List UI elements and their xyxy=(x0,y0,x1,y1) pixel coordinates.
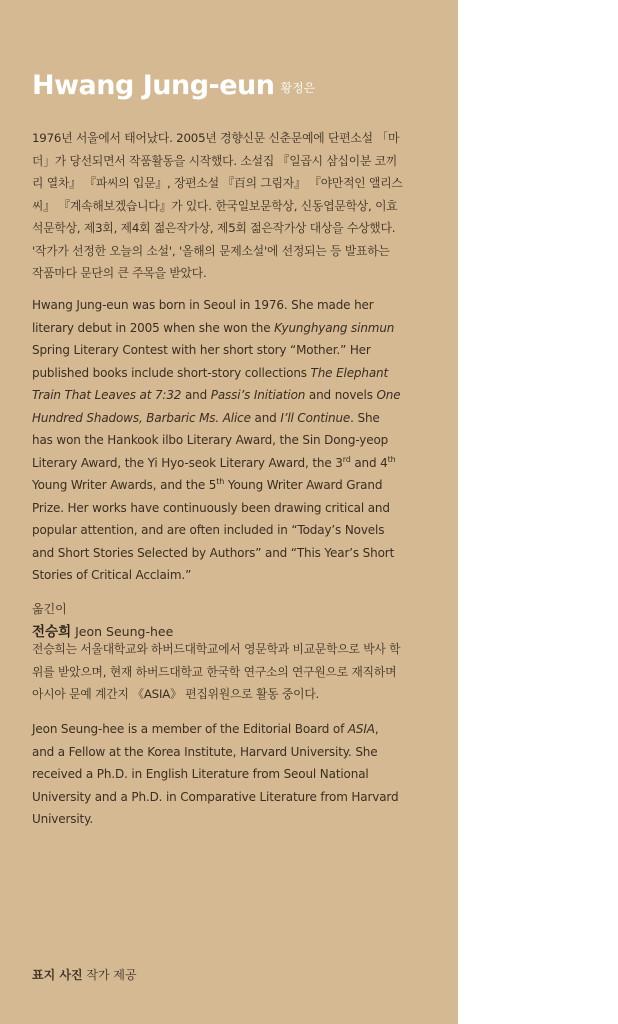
page-margin-strip xyxy=(458,0,618,1024)
author-name-korean: 황정은 xyxy=(280,81,316,95)
translator-bio-english: Jeon Seung-hee is a member of the Editorial Board of ASIA, and a Fellow at the Korea Institute, Harvard University. She received a Ph.D. in English Literature from Seoul National University and a Ph.D. in Comparative Literature from Harvard University. xyxy=(32,722,399,826)
translator-bio-korean-block xyxy=(32,638,403,706)
translator-label: 옮긴이 xyxy=(32,602,67,616)
author-heading xyxy=(32,70,315,101)
credit-value: 작가 제공 xyxy=(86,968,137,982)
author-name-english: Hwang Jung-eun xyxy=(32,70,275,101)
translator-bio-english-block xyxy=(32,718,403,831)
translator-name-korean: 전승희 xyxy=(32,624,72,640)
cover-photo-credit xyxy=(32,966,137,983)
author-bio-english-block xyxy=(32,294,403,587)
author-bio-korean: 1976년 서울에서 태어났다. 2005년 경향신문 신춘문예에 단편소설 「마더」가 당선되면서 작품활동을 시작했다. 소설집 『일곱시 삼십이분 코끼리 열차』 『파씨의 입문』, 장편소설 『百의 그림자』 『야만적인 앨리스씨』 『계속해보겠습니다』가 있다. 한국일보문학상, 신동엽문학상, 이효석문학상, 제3회, 제4회 젊은작가상, 제5회 젊은작가상 대상을 수상했다. '작가가 선정한 오늘의 소설', '올해의 문제소설'에 선정되는 등 발표하는 작품마다 문단의 큰 주목을 받았다. xyxy=(32,131,403,280)
credit-label: 표지 사진 xyxy=(32,968,83,982)
translator-bio-korean: 전승희는 서울대학교와 하버드대학교에서 영문학과 비교문학으로 박사 학위를 받았으며, 현재 하버드대학교 한국학 연구소의 연구원으로 재직하며 아시아 문예 계간지 《ASIA》 편집위원으로 활동 중이다. xyxy=(32,642,401,701)
translator-name-english: Jeon Seung-hee xyxy=(75,624,174,639)
author-bio-english: Hwang Jung-eun was born in Seoul in 1976. She made her literary debut in 2005 when she won the Kyunghyang sinmun Spring Literary Contest with her short story “Mother.” Her published books include short-story collections The Elephant Train That Leaves at 7:32 and Passi’s Initiation and novels One Hundred Shadows, Barbaric Ms. Alice and I’ll Continue. She has won the Hankook ilbo Literary Award, the Sin Dong-yeop Literary Award, the Yi Hyo-seok Literary Award, the 3rd and 4th Young Writer Awards, and the 5th Young Writer Award Grand Prize. Her works have continuously been drawing critical and popular attention, and are often included in “Today’s Novels and Short Stories Selected by Authors” and “This Year’s Short Stories of Critical Acclaim.” xyxy=(32,298,401,582)
author-bio-korean-block xyxy=(32,127,403,285)
